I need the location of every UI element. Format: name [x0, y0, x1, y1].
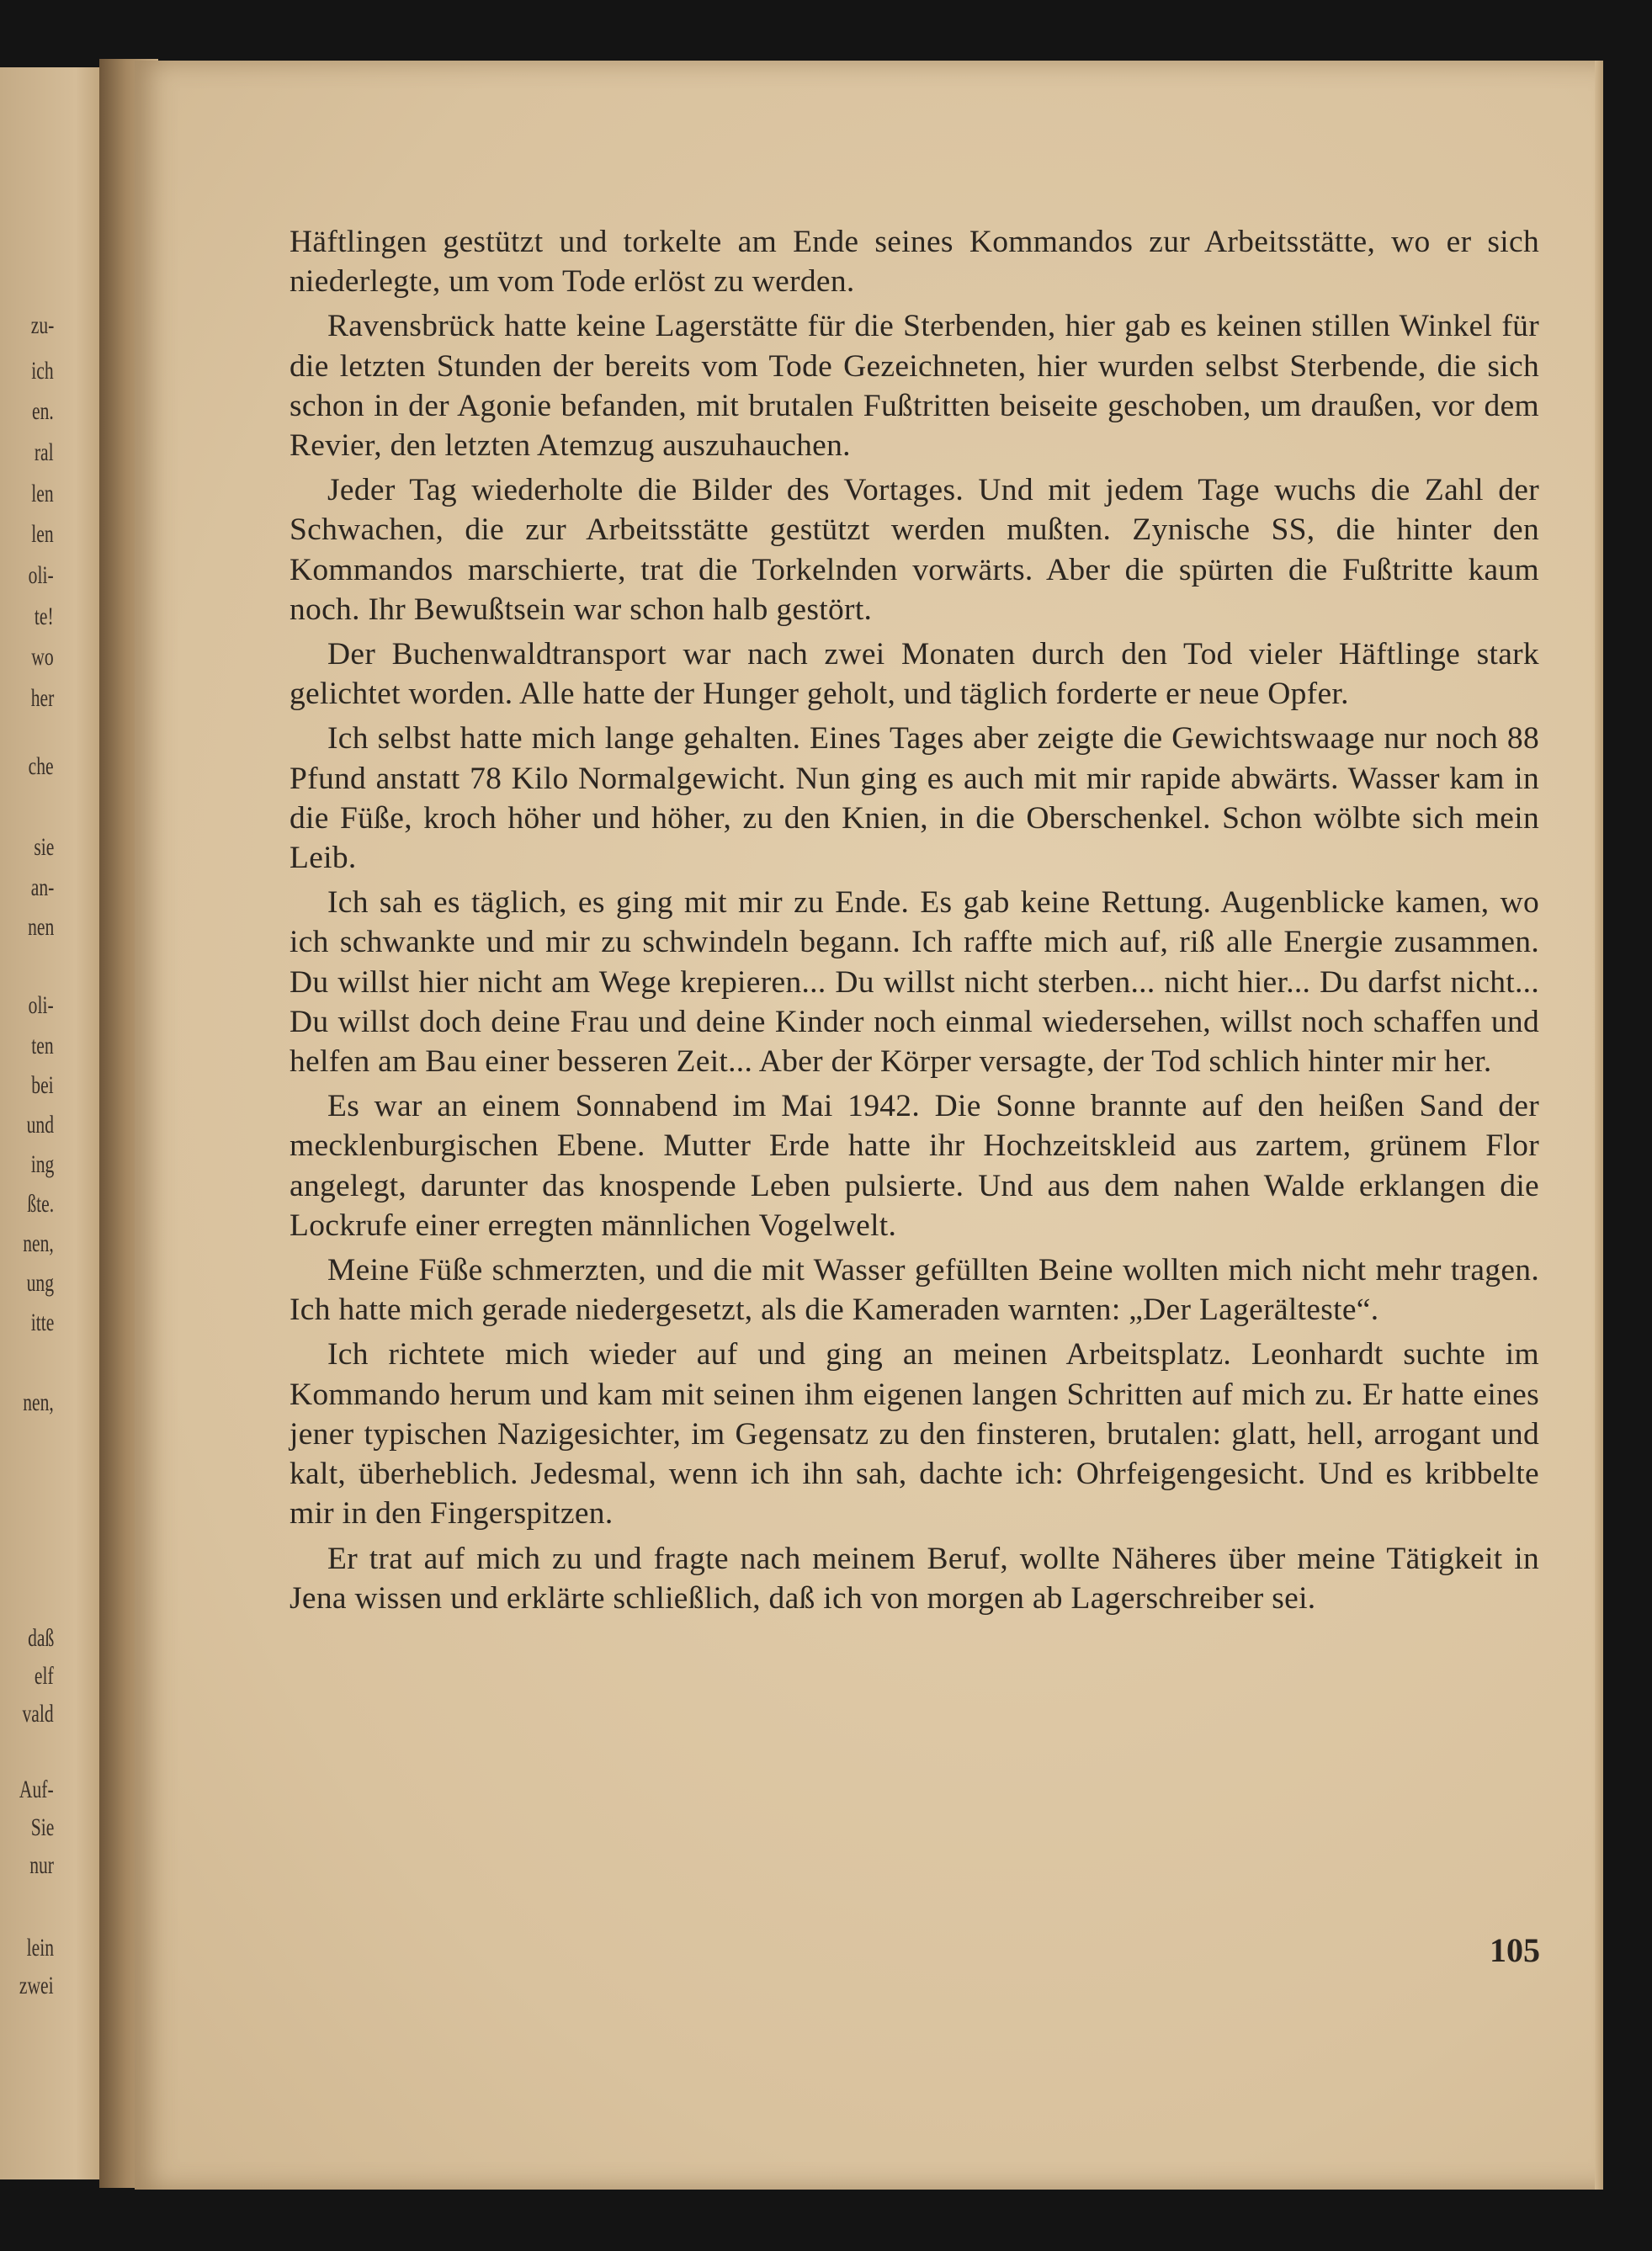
- line-fragment: itte: [30, 1309, 54, 1336]
- line-fragment: nur: [29, 1851, 54, 1879]
- line-fragment: ung: [26, 1269, 54, 1297]
- line-fragment: sie: [34, 833, 54, 861]
- line-fragment: en.: [32, 397, 54, 425]
- book-page: [135, 61, 1603, 2190]
- paragraph: Der Buchenwaldtransport war nach zwei Monaten durch den Tod vieler Häftlinge stark gelichtet worden. Alle hatte der Hunger geholt, und täglich forderte er neue Opfer.: [289, 637, 1539, 712]
- line-fragment: an-: [30, 873, 54, 901]
- line-fragment: nen,: [23, 1229, 54, 1257]
- line-fragment: wo: [31, 643, 54, 671]
- line-fragment: vald: [22, 1700, 54, 1728]
- line-fragment: nen: [27, 913, 54, 941]
- line-fragment: bei: [31, 1071, 54, 1099]
- line-fragment: che: [29, 752, 54, 780]
- line-fragment: oli-: [28, 561, 54, 589]
- paragraph: Es war an einem Sonnabend im Mai 1942. Die Sonne brannte auf den heißen Sand der mecklenburgischen Ebene. Mutter Erde hatte ihr Hochzeitskleid aus zartem, grünem Flor angelegt, darunter das knospende Leben pulsierte. Und aus dem nahen Walde erklangen die Lockrufe einer erregten männlichen Vogelwelt.: [289, 1089, 1539, 1243]
- line-fragment: len: [31, 480, 54, 507]
- line-fragment: nen,: [23, 1388, 54, 1416]
- line-fragment: oli-: [28, 991, 54, 1019]
- line-fragment: ßte.: [27, 1190, 54, 1218]
- paragraph: Meine Füße schmerzten, und die mit Wasser gefüllten Beine wollten mich nicht mehr tragen. Ich hatte mich gerade niedergesetzt, als die Kameraden warnten: „Der Lagerälteste“.: [289, 1253, 1539, 1328]
- paragraph: Er trat auf mich zu und fragte nach meinem Beruf, wollte Näheres über meine Tätigkeit in Jena wissen und erklärte schließlich, daß ich von morgen ab Lagerschreiber sei.: [289, 1541, 1539, 1616]
- line-fragment: zu-: [30, 311, 54, 339]
- page-number: 105: [1490, 1931, 1540, 1969]
- line-fragment: lein: [26, 1934, 54, 1962]
- paragraph: Ich richtete mich wieder auf und ging an meinen Arbeitsplatz. Leonhardt suchte im Kommando herum und kam mit seinen ihm eigenen langen Schritten auf mich zu. Er hatte eines jener typischen Nazigesichter, im Gegensatz zu den finsteren, brutalen: glatt, hell, arrogant und kalt, überheblich. Jedesmal, wenn ich ihn sah, dachte ich: Ohrfeigengesicht. Und es kribbelte mir in den Fingerspitzen.: [289, 1337, 1539, 1532]
- line-fragment: her: [30, 684, 54, 712]
- line-fragment: Auf-: [19, 1776, 54, 1803]
- paragraph: Ravensbrück hatte keine Lagerstätte für die Sterbenden, hier gab es keinen stillen Winkel für die letzten Stunden der bereits vom Tode Gezeichneten, hier wurden selbst Sterbende, die sich schon in der Agonie befanden, mit brutalen Fußtritten beiseite geschoben, um draußen, vor dem Revier, den letzten Atemzug auszuhauchen.: [289, 309, 1539, 464]
- line-fragment: te!: [35, 603, 54, 630]
- paragraph: Jeder Tag wiederholte die Bilder des Vortages. Und mit jedem Tage wuchs die Zahl der Schwachen, die zur Arbeitsstätte gestützt werden mußten. Zynische SS, die hinter den Kommandos marschierte, trat die Torkelnden vorwärts. Aber die spürten die Fußtritte kaum noch. Ihr Bewußtsein war schon halb gestört.: [289, 473, 1539, 627]
- page-edge: [1595, 61, 1603, 2190]
- line-fragment: elf: [35, 1662, 54, 1690]
- line-fragment: und: [26, 1111, 54, 1139]
- paragraph: Ich sah es täglich, es ging mit mir zu Ende. Es gab keine Rettung. Augenblicke kamen, wo ich schwankte und mir zu schwindeln begann. Ich raffte mich auf, riß alle Energie zusammen. Du willst hier nicht am Wege krepieren... Du willst nicht sterben... nicht hier... Du darfst nicht... Du willst doch deine Frau und deine Kinder noch einmal wiedersehen, willst noch schaffen und helfen am Bau einer besseren Zeit... Aber der Körper versagte, der Tod schlich hinter mir her.: [289, 885, 1539, 1080]
- paragraph: Ich selbst hatte mich lange gehalten. Eines Tages aber zeigte die Gewichtswaage nur noch 88 Pfund anstatt 78 Kilo Normalgewicht. Nun ging es auch mit mir rapide abwärts. Wasser kam in die Füße, kroch höher und höher, zu den Knien, in die Oberschenkel. Schon wölbte sich mein Leib.: [289, 721, 1539, 876]
- body-text: [289, 222, 1539, 1623]
- line-fragment: ing: [30, 1150, 54, 1178]
- line-fragment: Sie: [30, 1813, 54, 1841]
- line-fragment: daß: [27, 1624, 54, 1652]
- line-fragment: ral: [35, 438, 54, 466]
- line-fragment: len: [31, 520, 54, 548]
- paragraph: Häftlingen gestützt und torkelte am Ende seines Kommandos zur Arbeitsstätte, wo er sich niederlegte, um vom Tode erlöst zu werden.: [289, 225, 1539, 300]
- line-fragment: ich: [31, 357, 54, 385]
- line-fragment: ten: [31, 1032, 54, 1059]
- line-fragment: zwei: [19, 1972, 54, 1999]
